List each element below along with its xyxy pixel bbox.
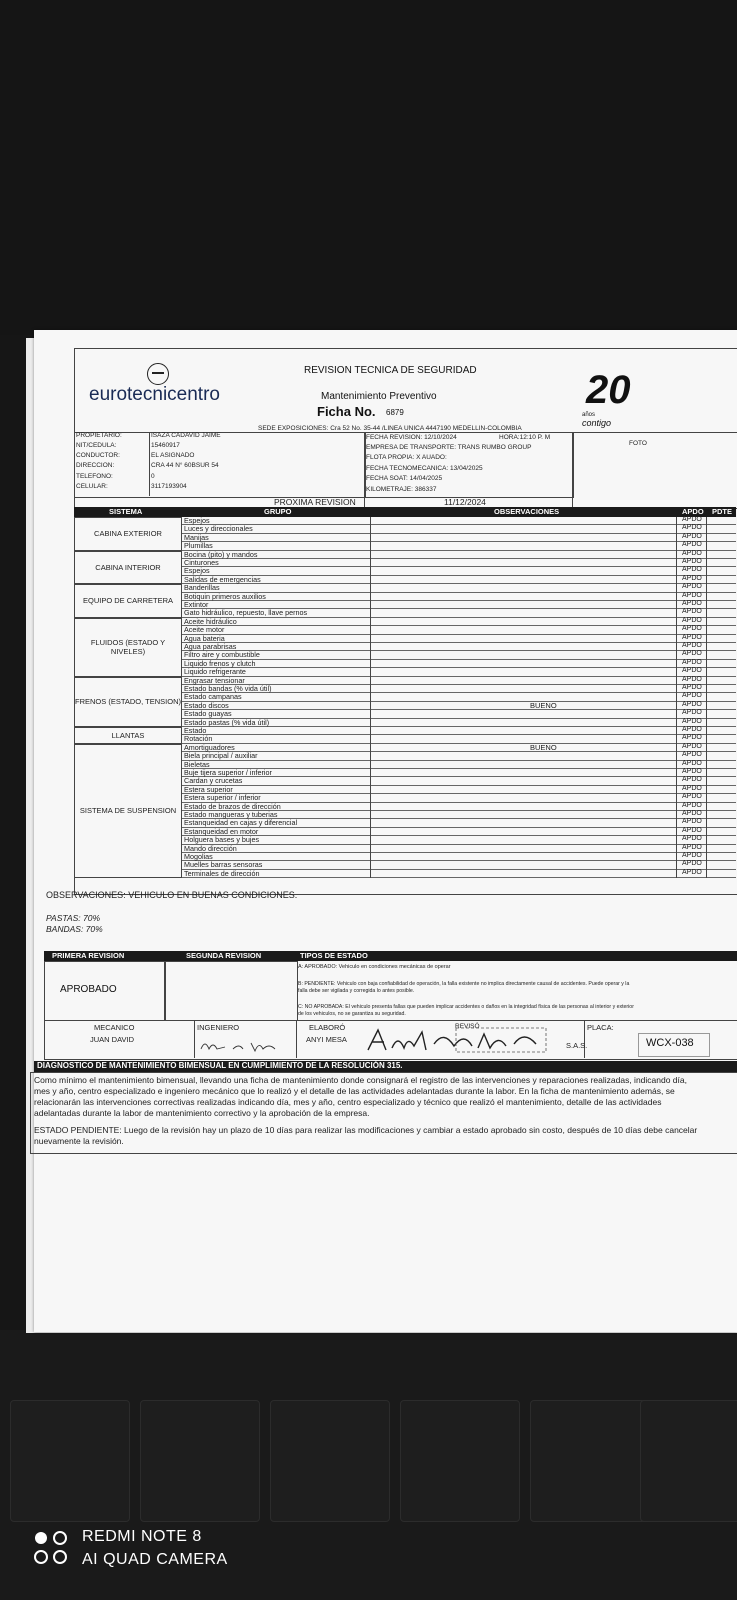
table-row xyxy=(182,786,736,794)
estado-header xyxy=(44,951,737,961)
sistema-label: SISTEMA DE SUSPENSION xyxy=(79,806,177,816)
apdo-status: APDO xyxy=(682,818,702,826)
col-sistema: SISTEMA xyxy=(109,507,143,516)
owner-value: 15460917 xyxy=(151,442,180,449)
table-row xyxy=(182,517,736,525)
grupo-item: Estado bandas (% vida útil) xyxy=(184,684,272,693)
diagnostico-line: adelantadas durante la labor de mantenimiento correctivo y la aprobación de la empresa. xyxy=(34,1108,370,1118)
apdo-status: APDO xyxy=(682,776,702,784)
table-row xyxy=(182,861,736,869)
elaboro-label: ELABORÓ xyxy=(309,1023,346,1032)
fecha-revision: FECHA REVISION: 12/10/2024 xyxy=(366,434,457,441)
segunda-revision-box xyxy=(164,961,298,1021)
ingeniero-label: INGENIERO xyxy=(197,1023,240,1032)
flota: FLOTA PROPIA: X AUADO: xyxy=(366,454,447,461)
grupo-item: Estado pastas (% vida útil) xyxy=(184,717,270,727)
table-row xyxy=(182,777,736,785)
apdo-status: APDO xyxy=(682,826,702,834)
empresa: EMPRESA DE TRANSPORTE: TRANS RUMBO GROUP xyxy=(366,444,532,451)
grupo-item: Mogolias xyxy=(184,852,213,861)
apdo-status: APDO xyxy=(682,700,702,708)
tipos-estado-label: TIPOS DE ESTADO xyxy=(300,951,368,960)
sistema-label: FLUIDOS (ESTADO Y NIVELES) xyxy=(90,638,166,657)
grupo-item: Liquido frenos y clutch xyxy=(184,658,256,668)
owner-value: CRA 44 N° 60BSUR 54 xyxy=(151,462,219,469)
owner-label: TELEFONO: xyxy=(76,473,113,480)
table-row xyxy=(182,525,736,533)
grupo-item: Agua bateria xyxy=(184,633,225,643)
grupo-item: Muelles barras sensoras xyxy=(184,860,263,870)
apdo-status: APDO xyxy=(682,549,702,557)
col-pdte: PDTE xyxy=(712,507,733,516)
table-row xyxy=(182,769,736,777)
table-row xyxy=(182,651,736,659)
tipo-a: A: APROBADO: Vehiculo en condiciones mecánicas de operar xyxy=(298,964,451,970)
owner-label: DIRECCION: xyxy=(76,462,115,469)
primera-revision-label: PRIMERA REVISION xyxy=(52,951,125,960)
owner-value: EL ASIGNADO xyxy=(151,452,195,459)
table-row xyxy=(182,576,736,584)
grupo-item: Estado mangueras y tuberias xyxy=(184,810,278,819)
grupo-item: Aceite hidráulico xyxy=(184,616,237,626)
table-row xyxy=(182,853,736,861)
grupo-item: Cinturones xyxy=(184,558,219,567)
table-row xyxy=(182,660,736,668)
observacion-value: BUENO xyxy=(530,742,557,752)
sistema-cell xyxy=(74,584,182,618)
table-row xyxy=(182,609,736,617)
grupo-item: Rotación xyxy=(184,734,213,744)
table-row xyxy=(182,702,736,710)
logo-bar xyxy=(152,372,164,374)
apdo-status: APDO xyxy=(682,709,702,717)
apdo-status: APDO xyxy=(682,558,702,565)
owner-label: CONDUCTOR: xyxy=(76,452,120,459)
apdo-status: APDO xyxy=(682,583,702,591)
apdo-status: APDO xyxy=(682,843,702,851)
owner-value: 0 xyxy=(151,473,155,480)
sistema-cell xyxy=(74,677,182,727)
table-row xyxy=(182,870,736,878)
sistema-cell xyxy=(74,618,182,677)
table-row xyxy=(182,534,736,542)
grupo-item: Botiquin primeros auxilios xyxy=(184,591,266,601)
owner-label: NIT/CEDULA: xyxy=(76,442,117,449)
grupo-item: Mando dirección xyxy=(184,843,237,853)
grupo-item: Cardan y crucetas xyxy=(184,776,243,786)
grupo-item: Terminales de dirección xyxy=(184,868,260,878)
table-row xyxy=(182,693,736,701)
table-row xyxy=(182,744,736,752)
apdo-status: APDO xyxy=(682,793,702,801)
form-subtitle: Mantenimiento Preventivo xyxy=(321,391,437,402)
apdo-status: APDO xyxy=(682,810,702,817)
table-row xyxy=(182,685,736,693)
owner-value: ISAZA CADAVID JAIME xyxy=(151,432,221,439)
apdo-status: APDO xyxy=(682,759,702,767)
ficha-number: 6879 xyxy=(386,408,404,417)
grupo-item: Buje tijera superior / inferior xyxy=(184,768,272,777)
table-row xyxy=(182,635,736,643)
diagnostico-line: mes y año, centro especializado e ingeniero mecánico que lo realizó y el detalle de las actividades adelantadas durante la labor. En la ficha de mantenimiento además, se xyxy=(34,1086,675,1096)
apdo-status: APDO xyxy=(682,516,702,523)
grupo-item: Estera superior / inferior xyxy=(184,793,261,803)
apdo-status: APDO xyxy=(682,734,702,742)
grupo-item: Estanqueidad en cajas y diferencial xyxy=(184,818,298,828)
observacion-bandas: BANDAS: 70% xyxy=(46,924,103,934)
owner-block xyxy=(74,432,366,498)
col-apdo: APDO xyxy=(682,507,704,516)
apdo-status: APDO xyxy=(682,524,702,532)
apdo-status: APDO xyxy=(682,541,702,549)
grupo-item: Estado discos xyxy=(184,700,229,710)
observacion-pastas: PASTAS: 70% xyxy=(46,913,101,923)
photo-box xyxy=(572,432,737,509)
diagnostico-line: nuevamente la revisión. xyxy=(34,1136,124,1146)
grupo-item: Aceite motor xyxy=(184,625,225,635)
apdo-status: APDO xyxy=(682,633,702,641)
kilometraje: KILOMETRAJE: 386337 xyxy=(366,486,437,493)
col-observaciones: OBSERVACIONES xyxy=(494,507,560,516)
segunda-revision-label: SEGUNDA REVISION xyxy=(186,951,262,960)
apdo-status: APDO xyxy=(682,608,702,616)
ficha-label: Ficha No. xyxy=(317,404,376,419)
table-row xyxy=(182,752,736,760)
grupo-item: Estado xyxy=(184,726,207,735)
apdo-status: APDO xyxy=(682,642,702,649)
diagnostico-line: relacionarán las intervenciones correctivas realizadas indicando día, mes y año, centro especializado y técnico que realizó el mantenimiento, detalle de las actividades xyxy=(34,1097,662,1107)
apdo-status: APDO xyxy=(682,650,702,658)
table-row xyxy=(182,618,736,626)
ingeniero-signature xyxy=(199,1035,284,1055)
diagnostico-title: DIAGNOSTICO DE MANTENIMIENTO BIMENSUAL EN CUMPLIMIENTO DE LA RESOLUCIÓN 315. xyxy=(37,1061,403,1070)
placa-label: PLACA: xyxy=(587,1023,614,1032)
apdo-status: APDO xyxy=(682,717,702,725)
primera-revision-value: APROBADO xyxy=(60,984,117,995)
sistema-label: LLANTAS xyxy=(111,730,145,740)
grupo-item: Espejos xyxy=(184,516,210,525)
sas-label: S.A.S. xyxy=(566,1041,588,1050)
apdo-status: APDO xyxy=(682,868,702,876)
grupo-item: Estado campanas xyxy=(184,692,242,702)
grupo-item: Amortiguadores xyxy=(184,742,235,752)
grupo-item: Agua parabrisas xyxy=(184,642,237,651)
grupo-item: Bocina (pito) y mandos xyxy=(184,549,258,559)
grupo-item: Estera superior xyxy=(184,784,233,794)
grupo-item: Filtro aire y combustible xyxy=(184,650,260,660)
fecha-tecnomecanica: FECHA TECNOMECANICA: 13/04/2025 xyxy=(366,465,483,472)
sistema-label: FRENOS (ESTADO, TENSION) xyxy=(75,697,181,707)
apdo-status: APDO xyxy=(682,574,702,582)
reviso-signature-stamp xyxy=(364,1024,569,1056)
grupo-item: Liquido refrigerante xyxy=(184,667,246,677)
sistema-label: CABINA INTERIOR xyxy=(95,562,161,572)
tipo-c: C: NO APROBADA: El vehiculo presenta fallas que pueden implicar accidentes o daños en la integridad física de las personas al interior y exterior xyxy=(298,1004,634,1010)
grupo-item: Estado de brazos de dirección xyxy=(184,801,281,811)
table-row xyxy=(182,668,736,676)
sistema-cell xyxy=(74,744,182,878)
apdo-status: APDO xyxy=(682,600,702,607)
grupo-item: Bieletas xyxy=(184,759,210,769)
table-row xyxy=(182,559,736,567)
grupo-item: Engrasar tensionar xyxy=(184,675,245,685)
inspection-form xyxy=(34,330,737,1332)
diagnostico-line: Como mínimo el mantenimiento bimensual, llevando una ficha de mantenimiento donde consignará el registro de las intervenciones y reparaciones realizadas, indicando día, xyxy=(34,1075,687,1085)
apdo-status: APDO xyxy=(682,667,702,675)
observaciones-general: OBSERVACIONES: VEHICULO EN BUENAS CONDICIONES. xyxy=(46,890,298,900)
grupo-item: Estanqueidad en motor xyxy=(184,826,259,836)
anniversary-number: 20 xyxy=(586,368,631,412)
sistema-label: EQUIPO DE CARRETERA xyxy=(82,596,173,606)
table-row xyxy=(182,735,736,743)
apdo-status: APDO xyxy=(682,852,702,859)
grupo-item: Manijas xyxy=(184,532,209,542)
foto-label: FOTO xyxy=(629,440,647,447)
anniversary-text: contigo xyxy=(582,418,612,428)
apdo-status: APDO xyxy=(682,860,702,868)
owner-label: PROPIETARIO: xyxy=(76,432,122,439)
grupo-item: Espejos xyxy=(184,566,210,576)
camera-logo-icon xyxy=(32,1529,70,1567)
apdo-status: APDO xyxy=(682,692,702,700)
grupo-item: Holguera bases y bujes xyxy=(184,835,260,845)
diagnostico-line: ESTADO PENDIENTE: Luego de la revisión hay un plazo de 10 días para realizar las modificaciones y cambiar a estado aprobado sin costo, después de 10 días debe cancelar xyxy=(34,1125,698,1135)
table-row xyxy=(182,845,736,853)
sistema-label: CABINA EXTERIOR xyxy=(94,529,162,539)
grupo-item: Estado guayas xyxy=(184,709,232,719)
apdo-status: APDO xyxy=(682,801,702,809)
apdo-status: APDO xyxy=(682,566,702,574)
apdo-status: APDO xyxy=(682,684,702,691)
diagnostico-header xyxy=(34,1061,737,1072)
apdo-status: APDO xyxy=(682,591,702,599)
fecha-soat: FECHA SOAT: 14/04/2025 xyxy=(366,475,443,482)
mecanico-label: MECANICO xyxy=(94,1023,135,1032)
hora: HORA:12:10 P. M xyxy=(499,434,551,441)
apdo-status: APDO xyxy=(682,768,702,775)
camera-label: AI QUAD CAMERA xyxy=(82,1551,228,1568)
proxima-revision-date: 11/12/2024 xyxy=(444,497,486,507)
table-row xyxy=(182,819,736,827)
table-row xyxy=(182,567,736,575)
owner-label: CELULAR: xyxy=(76,483,108,490)
apdo-status: APDO xyxy=(682,675,702,683)
observacion-value: BUENO xyxy=(530,700,557,710)
camera-model: REDMI NOTE 8 xyxy=(82,1528,202,1545)
table-row xyxy=(182,551,736,559)
table-row xyxy=(182,643,736,651)
company-name: eurotecnicentro xyxy=(89,384,220,405)
table-row xyxy=(182,727,736,735)
apdo-status: APDO xyxy=(682,726,702,733)
grupo-item: Salidas de emergencias xyxy=(184,574,261,584)
reviso-label: REVISÓ xyxy=(455,1023,480,1030)
grupo-item: Biela principal / auxiliar xyxy=(184,751,258,761)
grupo-item: Gato hidráulico, repuesto, llave pernos xyxy=(184,608,308,618)
table-row xyxy=(182,542,736,550)
apdo-status: APDO xyxy=(682,625,702,633)
mecanico-name: JUAN DAVID xyxy=(90,1035,135,1044)
form-title: REVISION TECNICA DE SEGURIDAD xyxy=(304,365,477,376)
col-grupo: GRUPO xyxy=(264,507,292,516)
elaboro-name: ANYI MESA xyxy=(306,1035,347,1044)
apdo-status: APDO xyxy=(682,784,702,792)
sistema-cell xyxy=(74,517,182,551)
table-row xyxy=(182,593,736,601)
anniversary-text: años xyxy=(582,412,596,418)
table-row xyxy=(182,828,736,836)
background-top xyxy=(0,0,737,335)
sistema-cell xyxy=(74,727,182,744)
grupo-item: Plumillas xyxy=(184,541,213,551)
table-header xyxy=(74,507,736,517)
apdo-status: APDO xyxy=(682,751,702,759)
address: SEDE EXPOSICIONES: Cra 52 No. 35-44 /LINEA UNICA 4447190 MEDELLIN-COLOMBIA xyxy=(258,425,522,432)
tipo-b: falla debe ser vigilada y corregida lo antes posible. xyxy=(298,988,415,994)
apdo-status: APDO xyxy=(682,835,702,843)
tipo-b: B: PENDIENTE: Vehiculo con baja confiabilidad de operación, la falla existente no implica directamente causal de accidentes. Puede operar y la xyxy=(298,981,630,987)
inspection-table xyxy=(74,517,736,888)
grupo-item: Luces y direccionales xyxy=(184,524,253,534)
grupo-item: Extintor xyxy=(184,600,209,609)
grupo-item: Banderillas xyxy=(184,583,220,593)
placa-value: WCX-038 xyxy=(646,1037,694,1049)
apdo-status: APDO xyxy=(682,616,702,624)
tipo-c: de los vehiculos, no se garantiza su seguridad. xyxy=(298,1011,406,1017)
owner-value: 3117193904 xyxy=(151,483,187,490)
sistema-cell xyxy=(74,551,182,585)
table-row xyxy=(182,836,736,844)
apdo-status: APDO xyxy=(682,742,702,750)
apdo-status: APDO xyxy=(682,658,702,666)
table-row xyxy=(182,626,736,634)
table-row xyxy=(182,719,736,727)
apdo-status: APDO xyxy=(682,532,702,540)
proxima-revision-label: PROXIMA REVISION xyxy=(274,497,356,507)
company-logo-icon xyxy=(147,363,169,385)
